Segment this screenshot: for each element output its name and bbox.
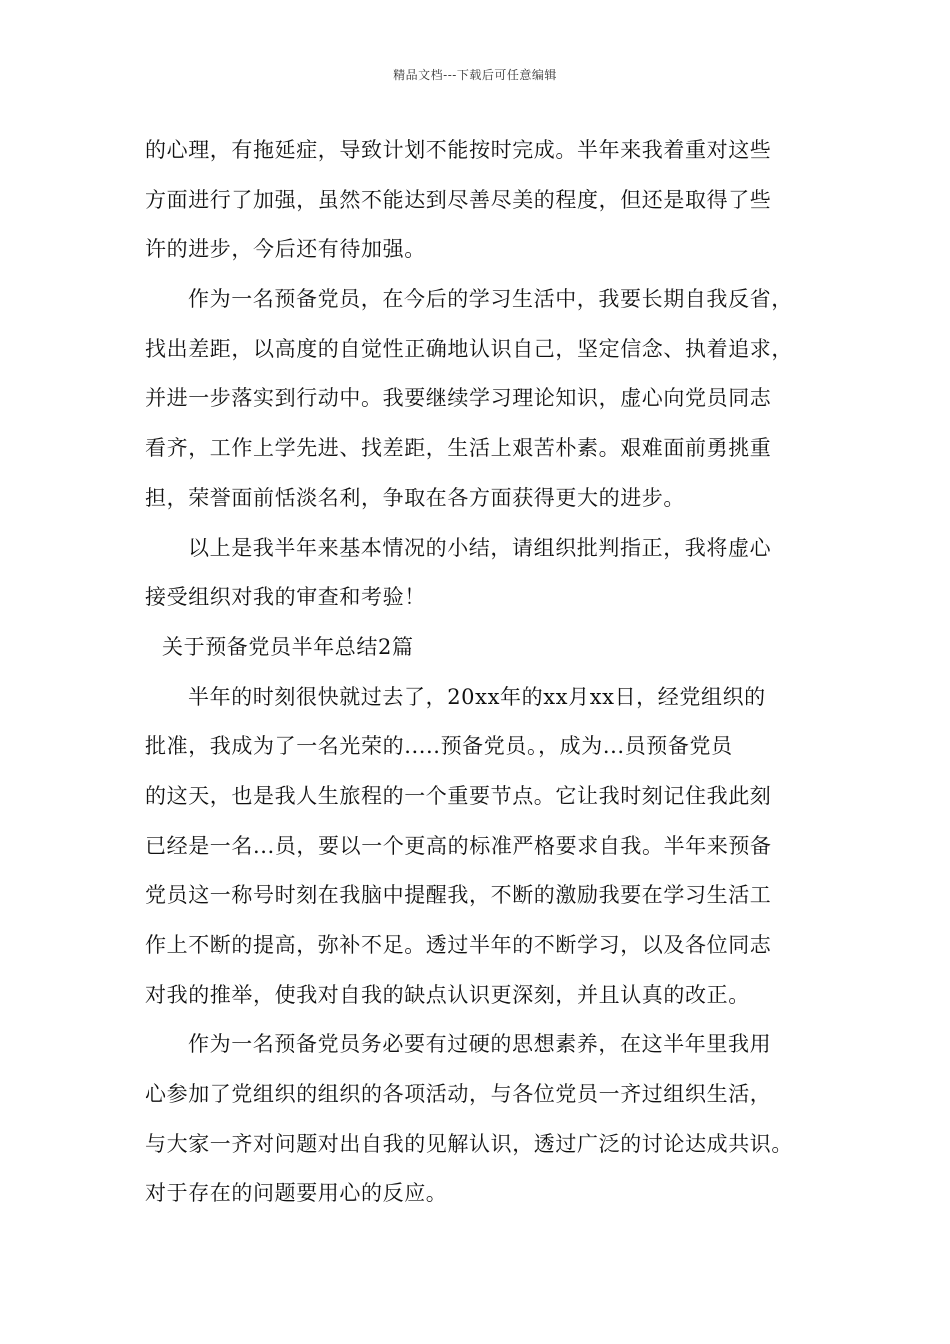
text-line: 找出差距，以高度的自觉性正确地认识自己，坚定信念、执着追求， <box>145 336 793 361</box>
paragraph-first-line: 作为一名预备党员务必要有过硬的思想素养，在这半年里我用 <box>188 1032 772 1057</box>
text-line: 并进一步落实到行动中。我要继续学习理论知识，虚心向党员同志 <box>145 386 772 411</box>
text-line: 担，荣誉面前恬淡名利，争取在各方面获得更大的进步。 <box>145 485 685 510</box>
text-line: 的这天，也是我人生旅程的一个重要节点。它让我时刻记住我此刻 <box>145 783 772 808</box>
text-line: 方面进行了加强，虽然不能达到尽善尽美的程度，但还是取得了些 <box>145 187 772 212</box>
text-line: 看齐，工作上学先进、找差距，生活上艰苦朴素。艰难面前勇挑重 <box>145 436 772 461</box>
paragraph-first-line: 半年的时刻很快就过去了，20xx年的xx月xx日，经党组织的 <box>188 684 766 709</box>
text-line: 接受组织对我的审查和考验！ <box>145 585 426 610</box>
text-line: 许的进步，今后还有待加强。 <box>145 237 426 262</box>
page-header: 精品文档---下载后可任意编辑 <box>393 68 557 82</box>
text-line: 对于存在的问题要用心的反应。 <box>145 1181 448 1206</box>
text-line: 批准，我成为了一名光荣的.....预备党员。，成为...员预备党员 <box>145 734 733 759</box>
document-body <box>145 126 825 1219</box>
section-title: 关于预备党员半年总结2篇 <box>162 634 414 659</box>
paragraph-first-line: 以上是我半年来基本情况的小结，请组织批判指正，我将虚心 <box>188 535 772 560</box>
text-line: 作上不断的提高，弥补不足。透过半年的不断学习，以及各位同志 <box>145 933 772 957</box>
text-line: 已经是一名...员，要以一个更高的标准严格要求自我。半年来预备 <box>145 833 772 858</box>
paragraph-first-line: 作为一名预备党员，在今后的学习生活中，我要长期自我反省， <box>188 287 793 312</box>
text-line: 的心理，有拖延症，导致计划不能按时完成。半年来我着重对这些 <box>145 138 772 162</box>
text-line: 与大家一齐对问题对出自我的见解认识，透过广泛的讨论达成共识。 <box>145 1131 793 1156</box>
text-line: 党员这一称号时刻在我脑中提醒我，不断的激励我要在学习生活工 <box>145 883 772 908</box>
text-line: 对我的推举，使我对自我的缺点认识更深刻，并且认真的改正。 <box>145 982 750 1007</box>
text-line: 心参加了党组织的组织的各项活动，与各位党员一齐过组织生活， <box>145 1082 772 1107</box>
